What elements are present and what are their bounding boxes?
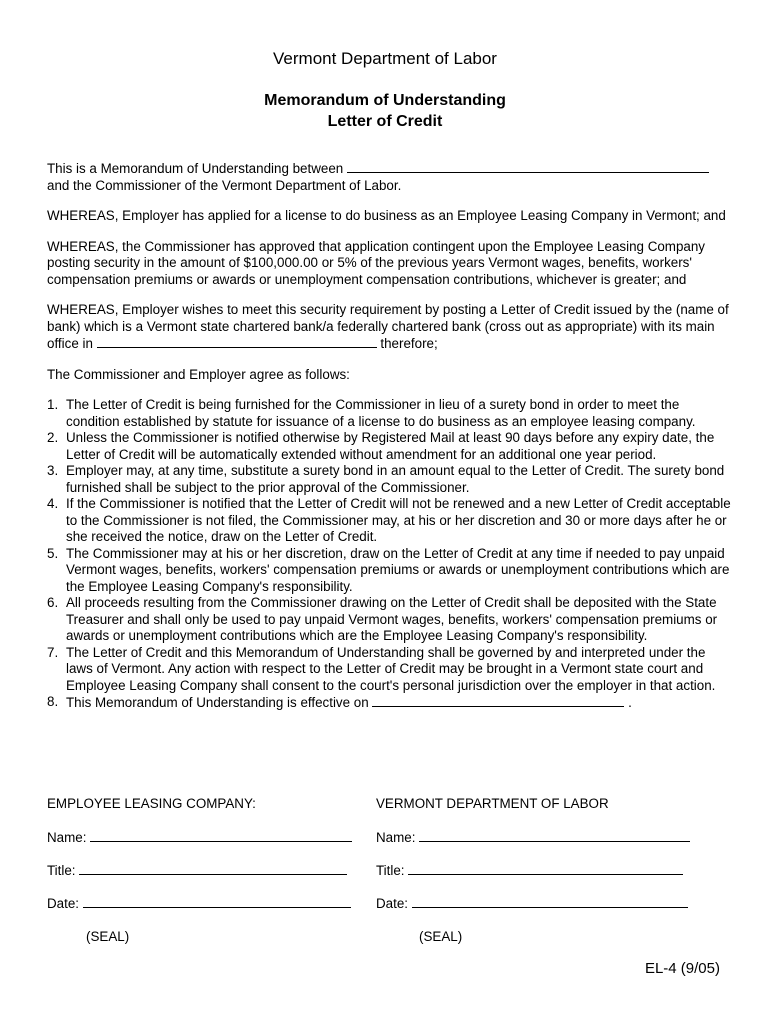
agency-name-row <box>376 829 690 846</box>
agency-date-input[interactable] <box>412 895 688 908</box>
effective-date-field[interactable] <box>372 694 624 707</box>
title-line-2: Letter of Credit <box>327 113 443 130</box>
list-item: 7. The Letter of Credit and this Memorandum of Understanding shall be governed by and interpreted under the laws of Vermont. Any action with respect to the Letter of Credit may be brought in a Vermont state court and Employee Leasing Company shall consent to the court's personal jurisdiction over the employer in that action. <box>47 644 716 693</box>
agency-name: Vermont Department of Labor <box>273 49 497 68</box>
title-line-1: Memorandum of Understanding <box>264 92 506 109</box>
employer-title-input[interactable] <box>79 862 347 875</box>
employer-date-input[interactable] <box>83 895 351 908</box>
date-label: Date: <box>376 896 409 911</box>
list-item: 6. All proceeds resulting from the Commissioner drawing on the Letter of Credit shall be deposited with the State Treasurer and shall only be used to pay unpaid Vermont wages, benefits, workers' compensation premiums or awards or unemployment contributions which are the Employee Leasing Company's responsibility. <box>47 595 718 643</box>
title-label: Title: <box>47 863 76 878</box>
agency-date-row <box>376 895 688 912</box>
document-body <box>47 160 731 712</box>
agreement-intro: The Commissioner and Employer agree as follows: <box>47 366 350 382</box>
list-item: 4. If the Commissioner is notified that the Letter of Credit will not be renewed and a new Letter of Credit acceptable to the Commissioner is not filed, the Commissioner may, at his or her discretion and 30 or more days after he or she received the notice, draw on the Letter of Credit. <box>47 496 731 544</box>
intro-line-1: This is a Memorandum of Understanding between <box>47 161 344 176</box>
main-office-location-field[interactable] <box>97 335 377 348</box>
list-item: 2. Unless the Commissioner is notified otherwise by Registered Mail at least 90 days before any expiry date, the Letter of Credit will be automatically extended without amendment for an additional one year period. <box>47 430 715 462</box>
list-item: 1. The Letter of Credit is being furnished for the Commissioner in lieu of a surety bond in order to meet the condition established by statute for issuance of a license to do business as an employee leasing company. <box>47 397 696 429</box>
agency-signature-heading: VERMONT DEPARTMENT OF LABOR <box>376 796 609 811</box>
employer-name-field[interactable] <box>347 160 709 173</box>
list-item: 3. Employer may, at any time, substitute a surety bond in an amount equal to the Letter of Credit. The surety bond furnished shall be subject to the prior approval of the Commissioner. <box>47 463 725 495</box>
whereas-3-end: therefore; <box>380 336 438 351</box>
agency-seal-label: (SEAL) <box>419 929 463 944</box>
employer-signature-heading: EMPLOYEE LEASING COMPANY: <box>47 796 256 811</box>
employer-date-row <box>47 895 351 912</box>
employer-title-row <box>47 862 347 879</box>
whereas-3-text: WHEREAS, Employer wishes to meet this security requirement by posting a Letter of Credit issued by the (name of bank) which is a Vermont state chartered bank/a federally chartered bank (cross out as appropriate) with its main office in <box>47 302 729 351</box>
form-code: EL-4 (9/05) <box>644 960 720 977</box>
intro-line-2: and the Commissioner of the Vermont Department of Labor. <box>47 177 402 193</box>
intro-paragraph <box>47 160 731 194</box>
document-title <box>0 90 770 132</box>
agency-name-input[interactable] <box>419 829 690 842</box>
employer-seal-label: (SEAL) <box>86 929 130 944</box>
whereas-paragraph-1: WHEREAS, Employer has applied for a license to do business as an Employee Leasing Company in Vermont; and <box>47 208 726 223</box>
name-label: Name: <box>47 830 87 845</box>
agency-title-row <box>376 862 683 879</box>
employer-name-row <box>47 829 352 846</box>
agency-title-input[interactable] <box>408 862 683 875</box>
terms-list <box>47 397 731 712</box>
whereas-paragraph-2: WHEREAS, the Commissioner has approved that application contingent upon the Employee Leasing Company posting security in the amount of $100,000.00 or 5% of the previous years Vermont wages, benefits, workers' compensation premiums or awards or unemployment compensation contributions, whichever is greater; and <box>47 238 705 287</box>
list-item: 5. The Commissioner may at his or her discretion, draw on the Letter of Credit at any time if needed to pay unpaid Vermont wages, benefits, workers' compensation premiums or awards or unemployment contributions which are the Employee Leasing Company's responsibility. <box>47 545 730 594</box>
employer-name-input[interactable] <box>90 829 352 842</box>
title-label: Title: <box>376 863 405 878</box>
list-item: 8. This Memorandum of Understanding is effective on . <box>47 694 632 710</box>
name-label: Name: <box>376 830 416 845</box>
whereas-paragraph-3 <box>47 302 731 353</box>
date-label: Date: <box>47 896 80 911</box>
